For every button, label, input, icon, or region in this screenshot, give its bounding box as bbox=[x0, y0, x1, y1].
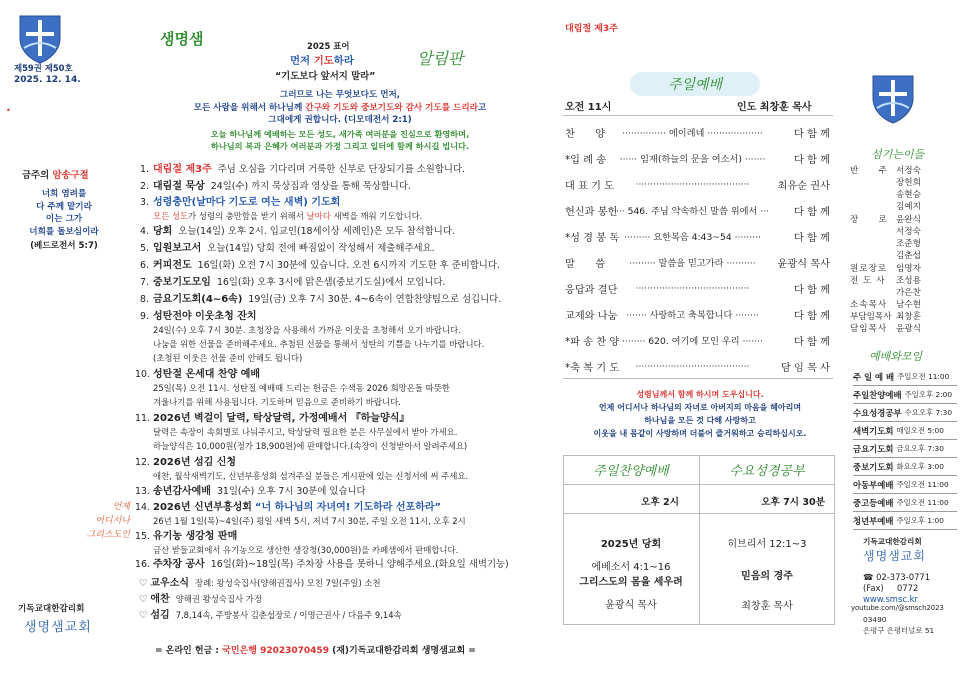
announcement-10-detail-2: 겨울나기를 위해 사용됩니다. 기도하며 믿음으로 준비하기 바랍니다. bbox=[153, 397, 401, 407]
server-row: 조준형 bbox=[896, 239, 921, 249]
volume-number: 제59권 제50호 bbox=[14, 63, 73, 73]
right-church-name: 생명샘교회 bbox=[863, 549, 926, 563]
announcement-12-detail: 애찬, 월삭새벽기도, 신년부흥성회 섬겨주실 분들은 게시판에 있는 신청서에 써 주세요. bbox=[153, 471, 469, 481]
announcement-3: 3. 성령충만(날마다 기도로 여는 새벽) 기도회 bbox=[140, 197, 341, 208]
handwritten-slogan: 언제 어디서나 그리스도인 bbox=[86, 502, 130, 540]
schedule-row: 중보기도회 화요오후 3:00 bbox=[853, 458, 957, 476]
server-row: 가은찬 bbox=[896, 288, 921, 298]
phone-number: ☎ 02-373-0771 bbox=[863, 572, 931, 582]
memory-verse-text: 너희 염려를 다 주께 맡기라 이는 그가 너희를 돌보심이라 (베드로전서 5:7) bbox=[29, 189, 99, 251]
announcement-7: 7. 중보기도모임 16일(화) 오후 3시에 맑은샘(중보기도실)에서 모입니다. bbox=[140, 277, 446, 288]
announcement-9-detail-1: 24일(수) 오후 7시 30분. 초청장을 사용해서 가까운 이웃을 초청해서 오기 바랍니다. bbox=[153, 325, 461, 335]
wed-service-title: 수요성경공부 bbox=[729, 464, 805, 479]
motto-sub: “기도보다 앞서지 말라” bbox=[275, 71, 376, 82]
announcement-15: 15. 유기농 생강청 판매 bbox=[135, 531, 238, 542]
order-row: *성 경 봉 독 ········· 요한복음 4:43~54 ········· 다 함 께 bbox=[565, 232, 830, 244]
schedule-row: 중고등예배 주일오전 11:00 bbox=[853, 494, 957, 512]
worship-page bbox=[545, 0, 960, 679]
server-row: 서정숙 bbox=[896, 227, 921, 237]
extra-news: ♡ 교우소식 장례: 왕성숙집사(양해권집사) 모친 7일(주일) 소천 bbox=[139, 578, 381, 589]
zip-code: 03490 bbox=[863, 615, 887, 624]
order-row: *입 례 송 ······ 임재(하늘의 문을 여소서) ······· 다 함 께 bbox=[565, 154, 830, 166]
schedule-row: 주일찬양예배 주일오후 2:00 bbox=[853, 386, 957, 404]
order-row: 대 표 기 도 ······································· 최유순 권사 bbox=[565, 178, 830, 192]
server-row: 부담임목사 최창훈 bbox=[850, 312, 921, 322]
service-title: 주일예배 bbox=[667, 77, 723, 93]
announcement-14-detail: 26년 1월 1일(목)~4일(주) 평일 새벽 5시, 저녁 7시 30분, 주일 오전 11시, 오후 2시 bbox=[153, 516, 466, 526]
memory-verse-title: 금주의 암송구절 bbox=[22, 170, 89, 181]
welcome-text: 오늘 하나님께 예배하는 모든 성도, 새가족 여러분을 진심으로 환영하며, 하나님의 복과 은혜가 여러분과 가정 그리고 일터에 함께 하시길 빕니다. bbox=[210, 129, 470, 151]
heart-icon: ♡ bbox=[139, 610, 148, 621]
announcement-9-detail-2: 나눔을 위한 선물을 준비해주세요. 추첨된 선물을 통해서 성탄의 기쁨을 나누기를 바랍니다. bbox=[153, 339, 485, 349]
announcement-11-detail-1: 달력은 속장이 속회별로 나눠주시고, 탁상달력 필요한 분은 사무실에서 받아 가세요. bbox=[153, 427, 458, 437]
heart-icon: ♡ bbox=[139, 578, 148, 589]
left-strip bbox=[0, 0, 135, 679]
announcement-11: 11. 2026년 벽걸이 달력, 탁상달력, 가정예배서 『하늘양식』 bbox=[135, 413, 410, 424]
server-row: 김춘섭 bbox=[896, 251, 921, 261]
server-row: 김예지 bbox=[896, 202, 921, 212]
announcement-4: 4. 당회 오늘(14일) 오후 2시. 입교인(18세이상 세례인)은 모두 참석합니다. bbox=[140, 226, 455, 237]
announcement-3-detail: 모든 성도가 성령의 충만함을 받기 위해서 날마다 새벽을 깨워 기도합니다. bbox=[153, 211, 423, 221]
issue-date: 2025. 12. 14. bbox=[14, 75, 81, 85]
pm-service-title: 주일찬양예배 bbox=[593, 464, 669, 479]
other-services-time-line bbox=[563, 513, 835, 514]
other-services-header-line bbox=[563, 484, 835, 485]
online-offering: = 온라인 헌금 : 국민은행 92023070459 (재)기독교대한감리회 생명샘교회 = bbox=[155, 646, 476, 656]
extra-meal: ♡ 애찬 양해권 왕성숙집사 가정 bbox=[139, 594, 262, 605]
order-row: 찬 양 ··············· 에이레네 ··················· 다 함 께 bbox=[565, 128, 830, 140]
brand-title: 생명샘 bbox=[160, 30, 204, 48]
schedule-row: 아동부예배 주일오전 11:00 bbox=[853, 476, 957, 494]
wed-service-details: 히브리서 12:1~3 믿음의 경주 최창훈 목사 bbox=[727, 539, 807, 612]
pm-service-time: 오후 2시 bbox=[641, 497, 679, 508]
schedule-row: 주 일 예 배 주일오전 11:00 bbox=[853, 368, 957, 386]
right-church-org: 기독교대한감리회 bbox=[863, 537, 922, 546]
pm-service-details: 2025년 당회 에베소서 4:1~16 그리스도의 몸을 세우려 윤광식 목사 bbox=[579, 539, 683, 611]
announcement-5: 5. 입원보고서 오늘(14일) 당회 전에 빠짐없이 작성해서 제출해주세요. bbox=[140, 243, 435, 254]
server-row: 전 도 사 조성용 bbox=[850, 276, 921, 286]
schedule-row: 금요기도회 금요오후 7:30 bbox=[853, 440, 957, 458]
announcement-10: 10. 성탄절 온세대 찬양 예배 bbox=[135, 369, 261, 380]
order-row: 응답과 결단 ······································· 다 함 께 bbox=[565, 282, 830, 296]
order-divider-top bbox=[563, 115, 833, 116]
announcement-10-detail-1: 25일(목) 오전 11시. 성탄절 예배때 드리는 헌금은 수색동 2026 희망온돌 따뜻한 bbox=[153, 383, 450, 393]
server-row: 반 주 서정숙 bbox=[850, 166, 921, 176]
order-row: 말 씀 ········· 말씀을 믿고가라 ·········· 윤광식 목사 bbox=[565, 258, 830, 270]
servers-title: 섬기는이들 bbox=[871, 148, 925, 161]
server-row: 송현승 bbox=[896, 190, 921, 200]
notice-script-title: 알림판 bbox=[417, 49, 464, 68]
intro-text: 그러므로 나는 무엇보다도 먼저, 모든 사람을 위해서 하나님께 간구와 기도와 중보기도와 감사 기도를 드리라고 그대에게 권합니다. (디모데전서 2:1) bbox=[193, 90, 487, 125]
church-shield-icon bbox=[18, 12, 62, 64]
website-link[interactable]: www.smsc.kr bbox=[863, 594, 918, 604]
motto-main: 먼저 기도하라 bbox=[290, 55, 354, 67]
announcement-1: 1. 대림절 제3주 주님 오심을 기다리며 거룩한 신부로 단장되기를 소원합니다. bbox=[140, 164, 465, 175]
service-leader: 인도 최창훈 목사 bbox=[737, 102, 812, 113]
church-shield-icon bbox=[871, 72, 915, 124]
order-row: *파 송 찬 양 ········ 620. 여기에 모인 우리 ······· 다 함 께 bbox=[565, 336, 830, 348]
server-row: 소속목사 남수현 bbox=[850, 300, 921, 310]
left-church-org: 기독교대한감리회 bbox=[18, 604, 85, 614]
server-row: 담임목사 윤광식 bbox=[850, 324, 921, 334]
server-row: 원로장로 임명자 bbox=[850, 264, 921, 274]
youtube-link[interactable]: youtube.com/@smsch2023 bbox=[851, 604, 944, 612]
motto-year: 2025 표어 bbox=[307, 41, 350, 51]
announcement-15-detail: 금산 받들교회에서 유기농으로 생산한 생강청(30,000원)을 카페샘에서 판매합니다. bbox=[153, 545, 459, 555]
announcement-13: 13. 송년감사예배 31일(수) 오후 7시 30분에 있습니다 bbox=[135, 486, 366, 497]
welcome-message: 성령님께서 함께 하시며 도우십니다. 언제 어디서나 하나님의 자녀로 아버지의 마음을 헤아리며 하나님을 모든 것 다해 사랑하고 이웃을 내 몸같이 사랑하며 더불어 즐거워하고 승리하십시오. bbox=[593, 390, 807, 438]
schedule-row: 새벽기도회 매일오전 5:00 bbox=[853, 422, 957, 440]
red-dot-mark: • bbox=[6, 106, 11, 115]
announcement-2: 2. 대림절 묵상 24일(수) 까지 묵상집과 영상을 통해 묵상합니다. bbox=[140, 181, 411, 192]
server-row: 장헌희 bbox=[896, 178, 921, 188]
announcement-8: 8. 금요기도회(4~6속) 19일(금) 오후 7시 30분. 4~6속이 연합찬양팀으로 섬깁니다. bbox=[140, 294, 502, 305]
order-row: 교제와 나눔 ······· 사랑하고 축복합니다 ········ 다 함 께 bbox=[565, 310, 830, 322]
advent-week: 대림절 제3주 bbox=[565, 24, 618, 34]
server-row: 장 로 윤완식 bbox=[850, 215, 921, 225]
notice-board bbox=[135, 0, 545, 679]
announcement-9-detail-3: (초청된 이웃은 선물 준비 안해도 됩니다) bbox=[153, 353, 303, 363]
announcement-14: 14. 2026년 신년부흥성회 “너 하나님의 자녀여! 기도하라 선포하라” bbox=[135, 502, 442, 513]
wed-service-time: 오후 7시 30분 bbox=[761, 497, 825, 508]
announcement-6: 6. 커피전도 16일(화) 오전 7시 30분에 있습니다. 오전 6시까지 기도한 후 준비합니다. bbox=[140, 260, 500, 271]
heart-icon: ♡ bbox=[139, 594, 148, 605]
announcement-11-detail-2: 하늘양식은 10,000원(정가 18,900원)에 판매합니다.(속장이 신청받아서 알려주세요) bbox=[153, 441, 468, 451]
extra-service: ♡ 섬김 7,8,14속, 주방봉사 김춘섭장로 / 이명근권사 / 다음주 9,14속 bbox=[139, 610, 402, 621]
announcement-12: 12. 2026년 섬김 신청 bbox=[135, 457, 237, 468]
schedule-row: 청년부예배 주일오후 1:00 bbox=[853, 512, 957, 530]
schedule-row: 수요성경공부 수요오후 7:30 bbox=[853, 404, 957, 422]
fax-number: (Fax) 0772 bbox=[863, 583, 919, 593]
address: 은평구 은평터널로 51 bbox=[863, 626, 935, 635]
left-church-name: 생명샘교회 bbox=[24, 620, 92, 635]
order-divider-bottom bbox=[563, 378, 833, 379]
service-time: 오전 11시 bbox=[565, 102, 612, 113]
order-row: 헌신과 봉헌 ··· 546. 주님 약속하신 말씀 위에서 ··· 다 함 께 bbox=[565, 206, 830, 218]
announcement-9: 9. 성탄전야 이웃초청 잔치 bbox=[140, 311, 257, 322]
order-row: *축 복 기 도 ······································· 담 임 목 사 bbox=[565, 360, 830, 374]
schedule-title: 예배와모임 bbox=[869, 350, 923, 363]
announcement-16: 16. 주차장 공사 16일(화)~18일(목) 주차장 사용을 못하니 양해주세요.(화요일 새벽기능) bbox=[135, 559, 509, 570]
